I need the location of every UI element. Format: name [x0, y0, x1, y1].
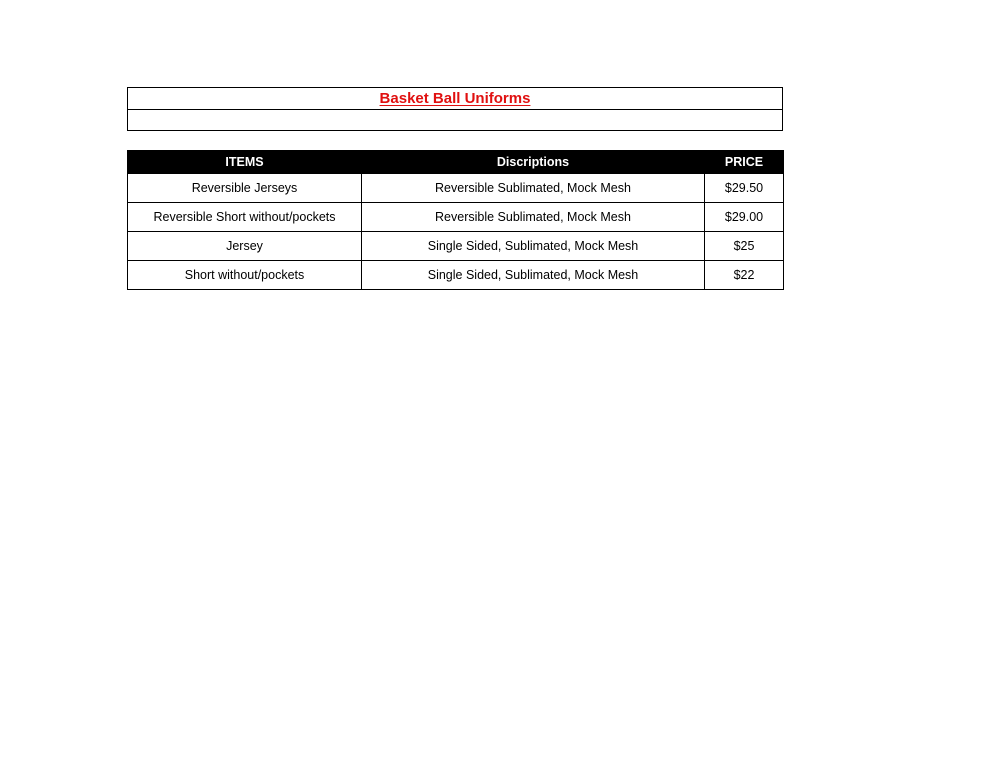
description-cell: Single Sided, Sublimated, Mock Mesh [362, 261, 705, 290]
column-header-items: ITEMS [128, 151, 362, 174]
item-cell: Short without/pockets [128, 261, 362, 290]
item-cell: Reversible Short without/pockets [128, 203, 362, 232]
price-table [127, 150, 784, 290]
table-row [128, 203, 784, 232]
subtitle-row [128, 110, 782, 130]
table-row [128, 232, 784, 261]
table-header-row [128, 151, 784, 174]
price-cell: $25 [705, 232, 784, 261]
price-cell: $22 [705, 261, 784, 290]
item-cell: Reversible Jerseys [128, 174, 362, 203]
title-box [127, 87, 783, 131]
table-row [128, 261, 784, 290]
item-cell: Jersey [128, 232, 362, 261]
price-cell: $29.50 [705, 174, 784, 203]
title-row [128, 88, 782, 110]
price-cell: $29.00 [705, 203, 784, 232]
column-header-descriptions: Discriptions [362, 151, 705, 174]
table-row [128, 174, 784, 203]
description-cell: Reversible Sublimated, Mock Mesh [362, 174, 705, 203]
page-title: Basket Ball Uniforms [379, 90, 531, 107]
column-header-price: PRICE [705, 151, 784, 174]
description-cell: Single Sided, Sublimated, Mock Mesh [362, 232, 705, 261]
description-cell: Reversible Sublimated, Mock Mesh [362, 203, 705, 232]
